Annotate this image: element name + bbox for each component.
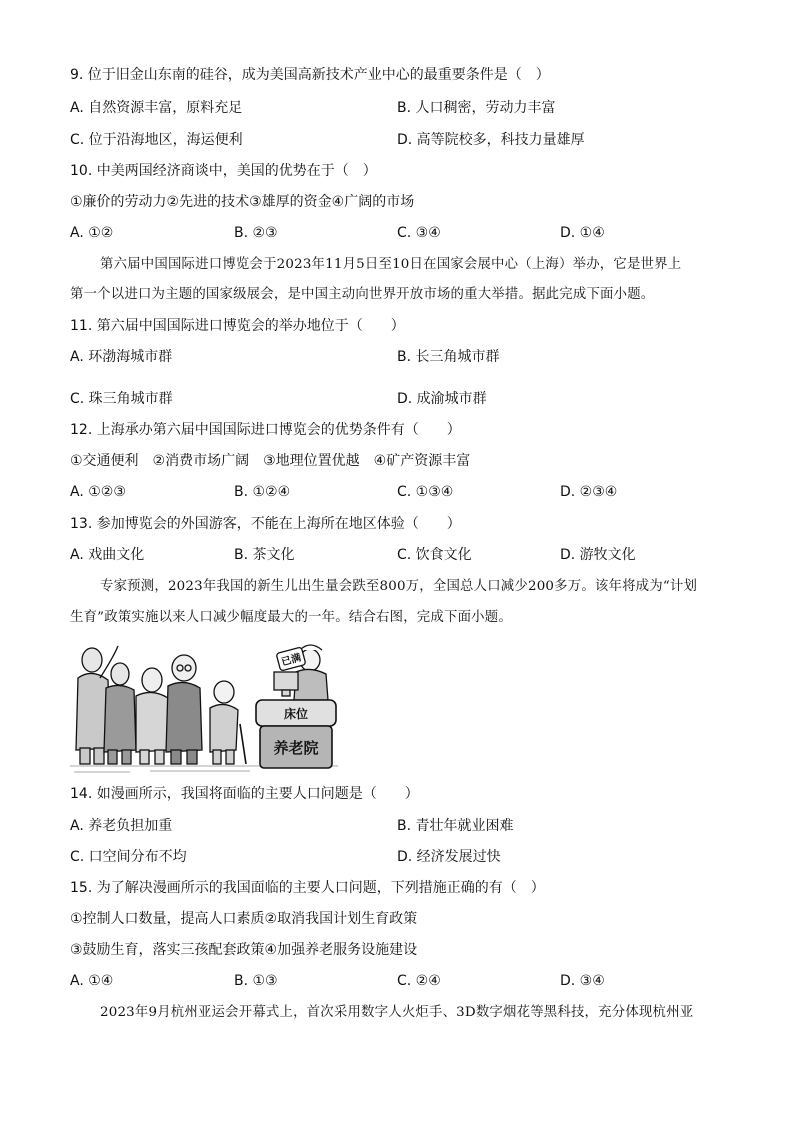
question-12-option-d: D. ②③④ — [560, 484, 618, 500]
question-14-stem: 14. 如漫画所示，我国将面临的主要人口问题是（ ） — [70, 786, 419, 802]
question-15-items-line-2: ③鼓励生育，落实三孩配套政策④加强养老服务设施建设 — [70, 942, 418, 958]
question-12-items: ①交通便利 ②消费市场广阔 ③地理位置优越 ④矿产资源丰富 — [70, 453, 471, 469]
question-10-option-a: A. ①② — [70, 225, 114, 241]
question-9-option-d: D. 高等院校多，科技力量雄厚 — [397, 132, 585, 148]
question-11-option-b: B. 长三角城市群 — [397, 349, 500, 365]
nursing-home-label: 养老院 — [273, 739, 319, 757]
question-11-stem: 11. 第六届中国国际进口博览会的举办地位于（ ） — [70, 318, 405, 334]
question-12-option-b: B. ①②④ — [234, 484, 291, 500]
question-14-option-d: D. 经济发展过快 — [397, 849, 501, 865]
question-10-option-d: D. ①④ — [560, 225, 605, 241]
question-11-option-d: D. 成渝城市群 — [397, 391, 487, 407]
passage-population-line-2: 生育”政策实施以来人口减少幅度最大的一年。结合右图，完成下面小题。 — [70, 610, 512, 625]
question-12-option-a: A. ①②③ — [70, 484, 126, 500]
passage-asian-games-line-1: 2023年9月杭州亚运会开幕式上，首次采用数字人火炬手、3D数字烟花等黑科技，充分体现杭州亚 — [100, 1005, 694, 1020]
question-13-option-c: C. 饮食文化 — [397, 547, 472, 563]
question-10-option-c: C. ③④ — [397, 225, 441, 241]
passage-expo-line-1: 第六届中国国际进口博览会于2023年11月5日至10日在国家会展中心（上海）举办，它是世界上 — [100, 257, 682, 272]
question-9-option-c: C. 位于沿海地区，海运便利 — [70, 132, 243, 148]
question-15-option-d: D. ③④ — [560, 973, 605, 989]
question-9-option-a: A. 自然资源丰富，原料充足 — [70, 100, 243, 116]
question-15-stem: 15. 为了解决漫画所示的我国面临的主要人口问题，下列措施正确的有（ ） — [70, 880, 545, 896]
question-10-items: ①廉价的劳动力②先进的技术③雄厚的资金④广阔的市场 — [70, 194, 415, 210]
passage-expo-line-2: 第一个以进口为主题的国家级展会，是中国主动向世界开放市场的重大举措。据此完成下面小题。 — [70, 287, 655, 302]
question-15-option-a: A. ①④ — [70, 973, 114, 989]
question-13-option-d: D. 游牧文化 — [560, 547, 636, 563]
question-15-items-line-1: ①控制人口数量，提高人口素质②取消我国计划生育政策 — [70, 911, 418, 927]
question-10-option-b: B. ②③ — [234, 225, 278, 241]
question-14-option-b: B. 青壮年就业困难 — [397, 818, 514, 834]
question-15-option-b: B. ①③ — [234, 973, 278, 989]
question-13-option-b: B. 茶文化 — [234, 547, 295, 563]
full-sign-text: 已满 — [280, 652, 303, 669]
question-13-stem: 13. 参加博览会的外国游客，不能在上海所在地区体验（ ） — [70, 516, 461, 532]
question-12-option-c: C. ①③④ — [397, 484, 454, 500]
bed-label: 床位 — [283, 707, 309, 721]
question-15-option-c: C. ②④ — [397, 973, 441, 989]
question-13-option-a: A. 戏曲文化 — [70, 547, 145, 563]
nursing-home-cartoon — [70, 638, 338, 776]
question-11-option-a: A. 环渤海城市群 — [70, 349, 173, 365]
passage-population-line-1: 专家预测，2023年我国的新生儿出生量会跌至800万，全国总人口减少200多万。该年将成为“计划 — [100, 579, 698, 594]
question-9-option-b: B. 人口稠密，劳动力丰富 — [397, 100, 556, 116]
question-9-stem: 9. 位于旧金山东南的硅谷，成为美国高新技术产业中心的最重要条件是（ ） — [70, 67, 550, 83]
question-12-stem: 12. 上海承办第六届中国国际进口博览会的优势条件有（ ） — [70, 422, 461, 438]
nursing-home-counter — [256, 700, 336, 768]
question-11-option-c: C. 珠三角城市群 — [70, 391, 173, 407]
question-10-stem: 10. 中美两国经济商谈中，美国的优势在于（ ） — [70, 163, 377, 179]
question-14-option-a: A. 养老负担加重 — [70, 818, 173, 834]
question-14-option-c: C. 口空间分布不均 — [70, 849, 187, 865]
